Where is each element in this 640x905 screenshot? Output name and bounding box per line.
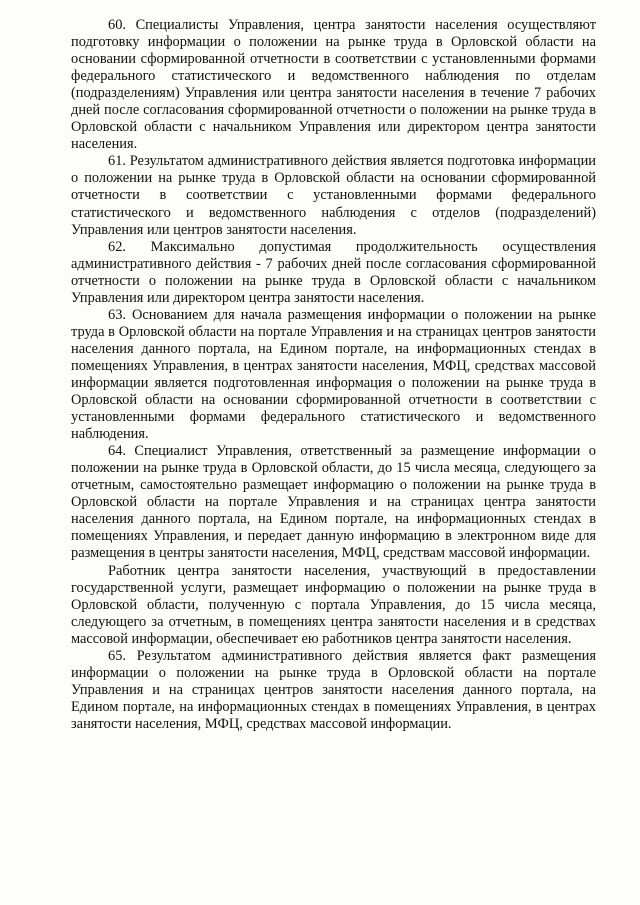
paragraph-60: 60. Специалисты Управления, центра занятости населения осуществляют подготовку информации о положении на рынке труда в Орловской области на основании сформированной отчетности в соответствии с установленными формами федерального статистического и ведомственного наблюдения по отделам (подразделениям) Управления или центра занятости населения в течение 7 рабочих дней после согласования сформированной отчетности о положении на рынке труда в Орловской области с начальником Управления или директором центра занятости населения.: [71, 17, 596, 153]
paragraph-64: 64. Специалист Управления, ответственный за размещение информации о положении на рынке труда в Орловской области, до 15 числа месяца, следующего за отчетным, самостоятельно размещает информацию о положении на рынке труда в Орловской области на портале Управления и на страницах центра занятости населения данного портала, на Едином портале, на информационных стендах в помещениях Управления, и передает данную информацию в электронном виде для размещения в центры занятости населения, МФЦ, средствам массовой информации.: [71, 443, 596, 562]
paragraph-61: 61. Результатом административного действия является подготовка информации о положении на рынке труда в Орловской области на основании сформированной отчетности в соответствии с установленными формами федерального статистического и ведомственного наблюдения с отделов (подразделений) Управления или центров занятости населения.: [71, 153, 596, 238]
paragraph-65: 65. Результатом административного действия является факт размещения информации о положении на рынке труда в Орловской области на портале Управления и на страницах центров занятости населения данного портала, на Едином портале, на информационных стендах в помещениях Управления, в центрах занятости населения, МФЦ, средствах массовой информации.: [71, 647, 596, 732]
paragraph-62: 62. Максимально допустимая продолжительность осуществления административного действия - 7 рабочих дней после согласования сформированной отчетности о положении на рынке труда в Орловской области с начальником Управления или директором центра занятости населения.: [71, 238, 596, 306]
document-body: [71, 17, 596, 733]
paragraph-63: 63. Основанием для начала размещения информации о положении на рынке труда в Орловской области на портале Управления и на страницах центров занятости населения данного портала, на Едином портале, на информационных стендах в помещениях Управления, в центрах занятости населения, МФЦ, средствах массовой информации является подготовленная информация о положении на рынке труда в Орловской области на основании сформированной отчетности в соответствии с установленными формами федерального статистического и ведомственного наблюдения.: [71, 306, 596, 443]
paragraph-64-continued: Работник центра занятости населения, участвующий в предоставлении государственной услуги, размещает информацию о положении на рынке труда в Орловской области, полученную с портала Управления, до 15 числа месяца, следующего за отчетным, в помещениях центра занятости населения и в средствах массовой информации, обеспечивает ею работников центра занятости населения.: [71, 562, 596, 647]
